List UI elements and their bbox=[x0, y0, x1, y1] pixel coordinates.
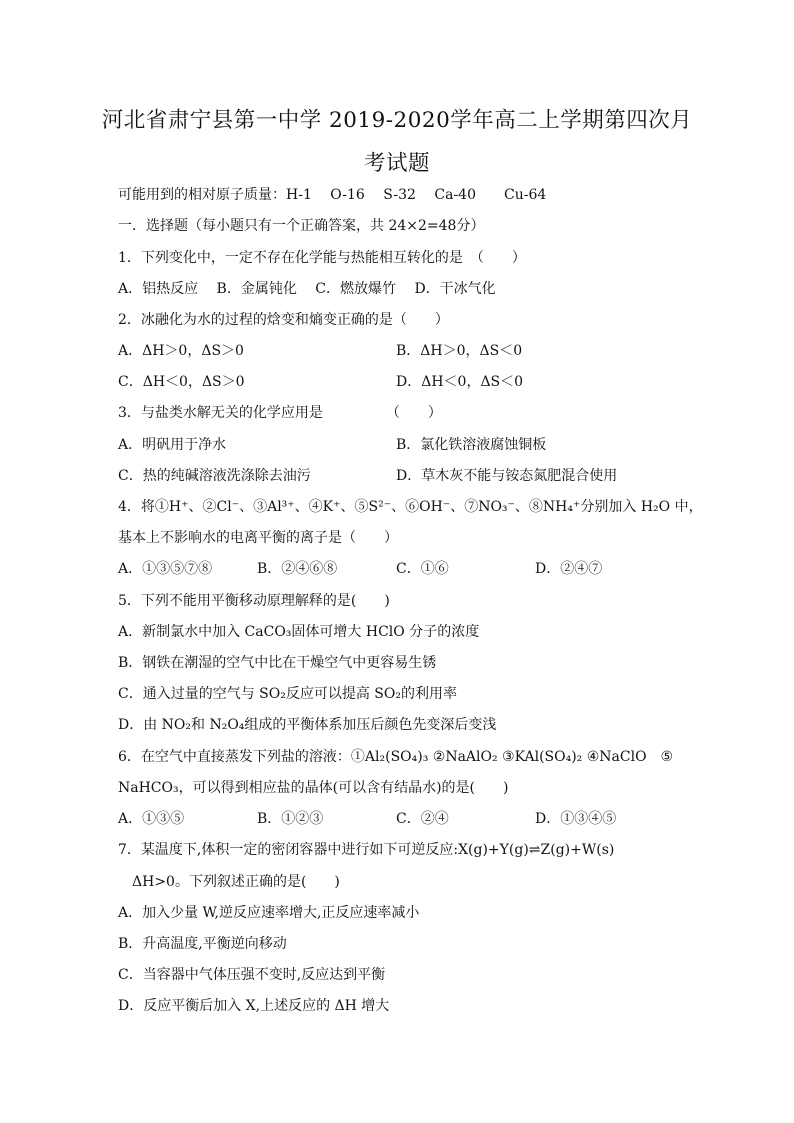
section-heading: 一．选择题（每小题只有一个正确答案，共 24×2=48分） bbox=[118, 218, 485, 234]
question-4-option-b: B．②④⑥⑧ bbox=[257, 561, 338, 577]
question-6-stem-line2: NaHCO₃，可以得到相应盐的晶体(可以含有结晶水)的是( ) bbox=[118, 780, 509, 796]
question-3-stem: 3．与盐类水解无关的化学应用是 （ ） bbox=[118, 405, 442, 421]
question-7-stem-line2: ΔH>0。下列叙述正确的是( ) bbox=[132, 874, 340, 890]
question-2-option-a: A．ΔH＞0，ΔS＞0 bbox=[118, 343, 244, 359]
question-4-option-d: D．②④⑦ bbox=[535, 561, 603, 577]
question-4-option-c: C．①⑥ bbox=[396, 561, 449, 577]
question-4-stem-line2: 基本上不影响水的电离平衡的离子是（ ） bbox=[118, 530, 398, 546]
question-6-option-d: D．①③④⑤ bbox=[535, 811, 617, 827]
question-5-option-a: A．新制氯水中加入 CaCO₃固体可增大 HClO 分子的浓度 bbox=[118, 624, 480, 640]
question-6-option-c: C．②④ bbox=[396, 811, 449, 827]
question-2-option-d: D．ΔH＜0，ΔS＜0 bbox=[396, 374, 524, 390]
question-5-stem: 5．下列不能用平衡移动原理解释的是( ) bbox=[118, 593, 390, 609]
question-7-stem-line1: 7．某温度下,体积一定的密闭容器中进行如下可逆反应:X(g)+Y(g)⇌Z(g)+W(s) bbox=[118, 842, 615, 858]
question-5-option-b: B．钢铁在潮湿的空气中比在干燥空气中更容易生锈 bbox=[118, 655, 437, 671]
question-7-option-a: A．加入少量 W,逆反应速率增大,正反应速率减小 bbox=[118, 905, 420, 921]
question-3-option-c: C．热的纯碱溶液洗涤除去油污 bbox=[118, 468, 311, 484]
question-4-stem-line1: 4．将①H⁺、②Cl⁻、③Al³⁺、④K⁺、⑤S²⁻、⑥OH⁻、⑦NO₃⁻、⑧NH₄⁺分别加入 H₂O 中， bbox=[118, 499, 703, 515]
question-6-stem-line1: 6．在空气中直接蒸发下列盐的溶液：①Al₂(SO₄)₃ ②NaAlO₂ ③KAl(SO₄)₂ ④NaClO ⑤ bbox=[118, 749, 674, 765]
question-5-option-c: C．通入过量的空气与 SO₂反应可以提高 SO₂的利用率 bbox=[118, 686, 457, 702]
question-4-option-a: A．①③⑤⑦⑧ bbox=[118, 561, 213, 577]
question-7-option-b: B．升高温度,平衡逆向移动 bbox=[118, 936, 287, 952]
page-title-line2: 考试题 bbox=[363, 151, 430, 176]
question-3-option-b: B．氯化铁溶液腐蚀铜板 bbox=[396, 437, 547, 453]
question-4-options bbox=[0, 560, 794, 580]
page-title-line1: 河北省肃宁县第一中学 2019-2020学年高二上学期第四次月 bbox=[101, 108, 693, 133]
question-7-option-c: C．当容器中气体压强不变时,反应达到平衡 bbox=[118, 967, 386, 983]
question-6-option-a: A．①③⑤ bbox=[118, 811, 185, 827]
question-2-option-c: C．ΔH＜0，ΔS＞0 bbox=[118, 374, 245, 390]
question-6-option-b: B．①②③ bbox=[257, 811, 324, 827]
question-2-option-b: B．ΔH＞0，ΔS＜0 bbox=[396, 343, 523, 359]
question-1-options: A．铝热反应 B．金属钝化 C．燃放爆竹 D．干冰气化 bbox=[118, 281, 496, 297]
question-3-option-d: D．草木灰不能与铵态氮肥混合使用 bbox=[396, 468, 618, 484]
question-7-option-d: D．反应平衡后加入 X,上述反应的 ΔH 增大 bbox=[118, 998, 390, 1014]
atomic-masses: 可能用到的相对原子质量：H-1 O-16 S-32 Ca-40 Cu-64 bbox=[118, 187, 547, 203]
question-5-option-d: D．由 NO₂和 N₂O₄组成的平衡体系加压后颜色先变深后变浅 bbox=[118, 717, 497, 733]
question-3-option-a: A．明矾用于净水 bbox=[118, 437, 227, 453]
question-6-options bbox=[0, 810, 794, 830]
question-1-stem: 1．下列变化中，一定不存在化学能与热能相互转化的是 （ ） bbox=[118, 250, 526, 266]
question-2-stem: 2．冰融化为水的过程的焓变和熵变正确的是（ ） bbox=[118, 312, 449, 328]
